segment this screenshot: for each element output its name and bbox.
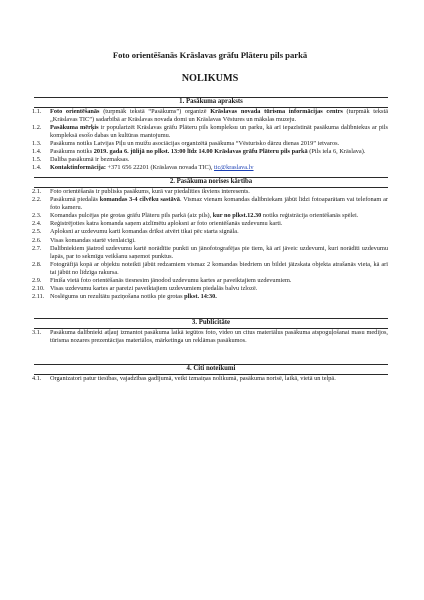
text-run: Komandas pulcējas pie grotas grāfu Plāteru pils parkā (aiz pils), — [50, 212, 213, 220]
text-run: Visas uzdevumu kartes ar pareizi paveiktajiem uzdevumiem piedalās balvu izlozē. — [50, 285, 258, 293]
item-number: 1.4. — [32, 164, 42, 172]
item-text — [50, 228, 388, 236]
list-item — [32, 245, 388, 261]
item-text — [50, 277, 388, 285]
section-3-items — [32, 329, 388, 345]
item-text — [50, 261, 388, 277]
document-subtitle: NOLIKUMS — [181, 73, 239, 84]
section-heading: 2. Pasākuma norises kārtība — [34, 177, 388, 188]
item-text — [50, 140, 388, 148]
section-2-items — [32, 188, 388, 301]
item-text — [50, 329, 388, 345]
bold-text: plkst. 14:30. — [184, 293, 217, 301]
section-1-items — [32, 108, 388, 173]
text-run: (Pils iela 6, Krāslava). — [307, 148, 366, 156]
list-item — [32, 124, 388, 140]
text-run: Finiša vietā foto orientēšanās tiesnesim jānodod uzdevumu kartes ar paveiktajiem uzdevumiem. — [50, 276, 292, 284]
text-run: Organizatori patur tiesības, vajadzības gadījumā, veikt izmaiņas nolikumā, pasākuma norisē, laikā, vietā un telpā. — [50, 374, 336, 382]
text-run: Pasākumā piedalās — [50, 196, 100, 204]
bold-text: Foto orientēšanās — [50, 107, 100, 115]
item-text — [50, 245, 388, 261]
section-heading: 1. Pasākuma apraksts — [34, 97, 388, 108]
list-item — [32, 148, 388, 156]
item-text — [50, 293, 388, 301]
document-title: Foto orientēšanās Krāslavas grāfu Plāteru pils parkā — [112, 50, 308, 60]
item-number: 1.3. — [32, 139, 42, 147]
text-run: notiks reģistrācija orientēšanās spēlei. — [261, 212, 359, 220]
item-number: 2.5. — [32, 228, 42, 236]
list-item — [32, 188, 388, 196]
list-item — [32, 261, 388, 277]
text-run: Pasākums notiks Latvijas Piļu un muižu asociācijas organizētā pasākuma “Vēsturisko dārzu dienas 2019” ietvaros. — [50, 139, 340, 147]
section-4-items — [32, 375, 388, 383]
list-item — [32, 156, 388, 164]
bold-text: komandas 3-4 cilvēku sastāvā — [99, 196, 180, 204]
bold-text: kur no plkst.12.30 — [212, 212, 262, 220]
text-run: (turpmāk tekstā „Krāslavas TIC”) sadarbībā ar Krāslavas novada domi un Krāslavas Vēstures un mākslas muzeju. — [50, 107, 388, 123]
item-text — [50, 220, 388, 228]
item-number: 2.1. — [32, 187, 42, 195]
text-run: Pasākums notiks — [50, 148, 94, 156]
bold-text: 2019. gada 6. jūlijā no plkst. 13:00 līdz 14.00 Krāslavas grāfu Plāteru pils parkā — [93, 148, 308, 156]
item-text — [50, 188, 388, 196]
text-run: Reģistrējoties katra komanda saņem aizlīmētu aploksni ar foto orientēšanās uzdevumu karti. — [50, 220, 283, 228]
email-link[interactable]: tic@kraslava.lv — [213, 164, 254, 172]
text-run: Fotogrāfijā kopā ar objektu noteikti jābūt redzamiem vismaz 2 komandas biedriem un bildei jāizskata objekta atrašanās vieta, kā arī tai jābūt no līdzīga rakursa. — [50, 260, 388, 276]
list-item — [32, 293, 388, 301]
item-number: 2.10. — [32, 285, 45, 293]
item-number: 1.2. — [32, 123, 42, 131]
text-run: Aploksni ar uzdevumu karti komandas drīkst atvērt tikai pēc starta signāla. — [50, 228, 239, 236]
item-number: 3.1. — [32, 328, 42, 336]
item-number: 2.4. — [32, 220, 42, 228]
text-run: Noslēgums un rezultātu paziņošana notiks pie grotas — [50, 293, 185, 301]
item-number: 2.9. — [32, 276, 42, 284]
list-item — [32, 220, 388, 228]
text-run: . Vismaz vienam komandas dalībniekam jābūt līdzi fotoaparātam vai telefonam ar foto kameru. — [50, 196, 389, 212]
item-number: 1.4. — [32, 148, 42, 156]
item-number: 2.6. — [32, 236, 42, 244]
item-number: 1.5. — [32, 156, 42, 164]
item-text — [50, 108, 388, 124]
list-item — [32, 108, 388, 124]
bold-text: Pasākuma mērķis — [50, 123, 99, 131]
item-text — [50, 148, 388, 156]
item-text — [50, 237, 388, 245]
list-item — [32, 375, 388, 383]
text-run: Dalībniekiem jāatrod uzdevumu kartē norādītie punkti un jānofotografējas pie tiem, kā arī jāveic uzdevumi, kuri norādīti uzdevumu lapās, par to sekmīgu veikšanu saņemot punktus. — [50, 244, 388, 260]
item-number: 2.2. — [32, 196, 42, 204]
bold-text: Kontaktinformācija: — [50, 164, 106, 172]
list-item — [32, 196, 388, 212]
list-item — [32, 164, 388, 172]
text-run: (turpmāk tekstā “Pasākums”) organizē — [99, 107, 211, 115]
item-text — [50, 285, 388, 293]
list-item — [32, 228, 388, 236]
item-text — [50, 375, 388, 383]
text-run: Dalība pasākumā ir bezmaksas. — [50, 156, 130, 164]
list-item — [32, 237, 388, 245]
section-heading: 3. Publicitāte — [34, 318, 388, 329]
item-text — [50, 156, 388, 164]
item-number: 2.3. — [32, 212, 42, 220]
text-run: ir popularizēt Krāslavas grāfu Plāteru pils kompleksu un parku, kā arī iepazīstināt pasākuma dalībniekus ar pils kompleksā esošo dabas un kultūras mantojumu. — [50, 123, 388, 139]
text-run: Pasākuma dalībnieki atļauj izmantot pasākuma laikā iegūtos foto, video un citus materiālus pasākuma atspoguļošanai masu medijos, tūrisma nozares prezentācijas materiālos, mārketinga un reklāmas pasākumos. — [50, 328, 388, 344]
item-text — [50, 196, 388, 212]
item-number: 2.8. — [32, 260, 42, 268]
item-text — [50, 124, 388, 140]
item-number: 2.7. — [32, 244, 42, 252]
list-item — [32, 285, 388, 293]
item-number: 1.1. — [32, 107, 42, 115]
list-item — [32, 140, 388, 148]
list-item — [32, 329, 388, 345]
text-run: Foto orientēšanās ir publisks pasākums, kurā var piedalīties ikviens interesents. — [50, 187, 250, 195]
item-text — [50, 164, 388, 172]
section-heading: 4. Citi noteikumi — [34, 364, 388, 375]
item-number: 4.1. — [32, 374, 42, 382]
bold-text: Krāslavas novada tūrisma informācijas centrs — [210, 107, 343, 115]
item-number: 2.11. — [32, 293, 45, 301]
list-item — [32, 277, 388, 285]
text-run: Visas komandas startē vienlaicīgi. — [50, 236, 136, 244]
text-run: +371 656 22201 (Krāslavas novada TIC), — [105, 164, 214, 172]
